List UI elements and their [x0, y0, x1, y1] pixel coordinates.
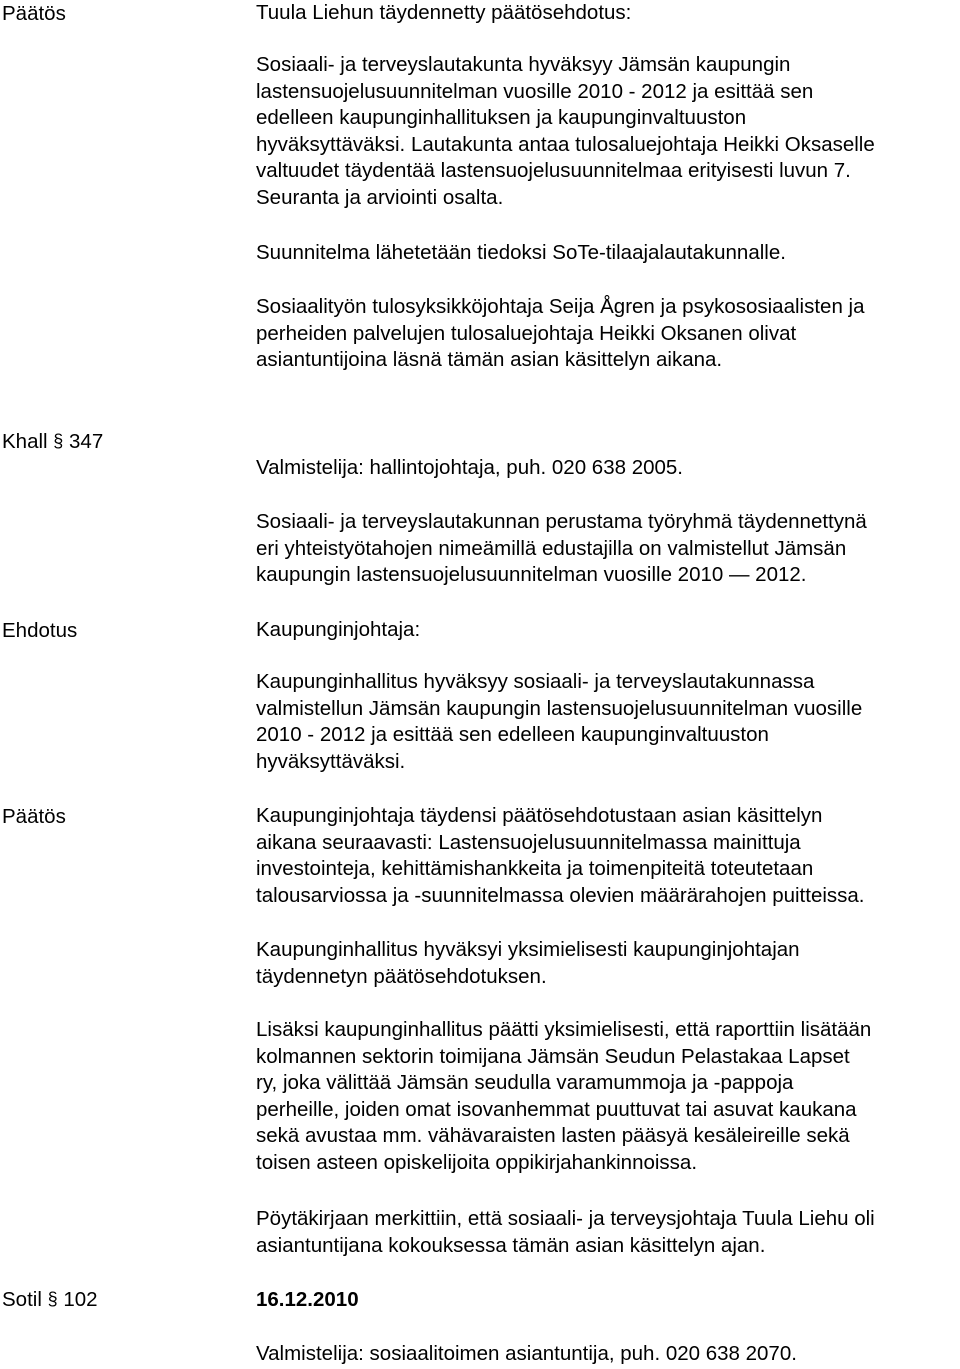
section-sign-icon: § [53, 431, 64, 451]
paragraph [256, 240, 958, 267]
paragraph [256, 1341, 958, 1368]
paragraph [256, 617, 958, 644]
text-line: täydennetyn päätösehdotuksen. [256, 964, 547, 988]
paragraph [256, 1017, 958, 1177]
paragraph [256, 803, 958, 909]
text-line: aikana seuraavasti: Lastensuojelusuunnitelmassa mainittuja [256, 830, 801, 854]
section-label-paatos: Päätös [2, 805, 66, 828]
paragraph [256, 937, 958, 990]
section-label-khall [2, 428, 103, 455]
text-line: hyväksyttäväksi. [256, 749, 406, 773]
text-line: ry, joka välittää Jämsän seudulla varamummoja ja -pappoja [256, 1071, 794, 1095]
text-line: Sosiaalityön tulosyksikköjohtaja Seija Ågren ja psykososiaalisten ja [256, 295, 865, 318]
paragraph [256, 0, 958, 27]
text-line: hyväksyttäväksi. Lautakunta antaa tulosaluejohtaja Heikki Oksaselle [256, 132, 875, 156]
text-line: Kaupunginhallitus hyväksyi yksimielisesti kaupunginjohtajan [256, 938, 800, 961]
text-line: Valmistelija: sosiaalitoimen asiantuntija, puh. 020 638 2070. [256, 1342, 797, 1365]
paragraph [256, 669, 958, 775]
text-line: kolmannen sektorin toimijana Jämsän Seudun Pelastakaa Lapset [256, 1044, 850, 1068]
text-line: Pöytäkirjaan merkittiin, että sosiaali- ja terveysjohtaja Tuula Liehu oli [256, 1207, 875, 1230]
text-line: Sosiaali- ja terveyslautakunta hyväksyy Jämsän kaupungin [256, 53, 791, 76]
paragraph [256, 455, 958, 482]
text-line: perheiden palvelujen tulosaluejohtaja Heikki Oksanen olivat [256, 321, 797, 345]
text-line: talousarviossa ja -suunnitelmassa olevien määrärahojen puitteissa. [256, 883, 865, 907]
text-line: 2010 - 2012 ja esittää sen edelleen kaupunginvaltuuston [256, 723, 769, 747]
text-line: lastensuojelusuunnitelman vuosille 2010 - 2012 ja esittää sen [256, 79, 814, 103]
text-line: asiantuntijoina läsnä tämän asian käsittelyn aikana. [256, 348, 723, 372]
text-line: Tuula Liehun täydennetty päätösehdotus: [256, 1, 632, 24]
section-label-sotil [2, 1286, 98, 1313]
text-line: Sosiaali- ja terveyslautakunnan perustama työryhmä täydennettynä [256, 510, 867, 533]
paragraph [256, 294, 958, 374]
text-line: valmistellun Jämsän kaupungin lastensuojelusuunnitelman vuosille [256, 696, 863, 720]
label-number: 102 [63, 1288, 98, 1311]
text-line: asiantuntijana kokouksessa tämän asian käsittelyn ajan. [256, 1233, 766, 1257]
meeting-date: 16.12.2010 [256, 1288, 359, 1311]
paragraph [256, 52, 958, 212]
text-line: edelleen kaupunginhallituksen ja kaupunginvaltuuston [256, 106, 747, 130]
label-prefix: Khall [2, 430, 48, 453]
text-line: Kaupunginjohtaja täydensi päätösehdotustaan asian käsittelyn [256, 804, 823, 827]
text-line: sekä avustaa mm. vähävaraisten lasten pääsyä kesäleireille sekä [256, 1124, 850, 1148]
text-line: eri yhteistyötahojen nimeämillä edustajilla on valmistellut Jämsän [256, 536, 847, 560]
label-number: 347 [69, 430, 104, 453]
section-label-ehdotus: Ehdotus [2, 619, 78, 642]
text-line: Lisäksi kaupunginhallitus päätti yksimielisesti, että raporttiin lisätään [256, 1018, 872, 1041]
label-prefix: Sotil [2, 1288, 42, 1311]
text-line: toisen asteen opiskelijoita oppikirjahankinnoissa. [256, 1150, 698, 1174]
text-line: Seuranta ja arviointi osalta. [256, 185, 504, 209]
text-line: Suunnitelma lähetetään tiedoksi SoTe-tilaajalautakunnalle. [256, 241, 786, 264]
text-line: valtuudet täydentää lastensuojelusuunnitelmaa erityisesti luvun 7. [256, 159, 851, 183]
text-line: Valmistelija: hallintojohtaja, puh. 020 638 2005. [256, 456, 683, 479]
paragraph [256, 509, 958, 589]
paragraph [256, 1206, 958, 1259]
section-label-paatos: Päätös [2, 2, 66, 25]
text-line: investointeja, kehittämishankkeita ja toimenpiteitä toteutetaan [256, 857, 814, 881]
text-line: kaupungin lastensuojelusuunnitelman vuosille 2010 ― 2012. [256, 563, 807, 587]
text-line: Kaupunginjohtaja: [256, 618, 421, 641]
text-line: Kaupunginhallitus hyväksyy sosiaali- ja terveyslautakunnassa [256, 670, 815, 693]
text-line: perheille, joiden omat isovanhemmat puuttuvat tai asuvat kaukana [256, 1097, 857, 1121]
section-sign-icon: § [47, 1289, 58, 1309]
